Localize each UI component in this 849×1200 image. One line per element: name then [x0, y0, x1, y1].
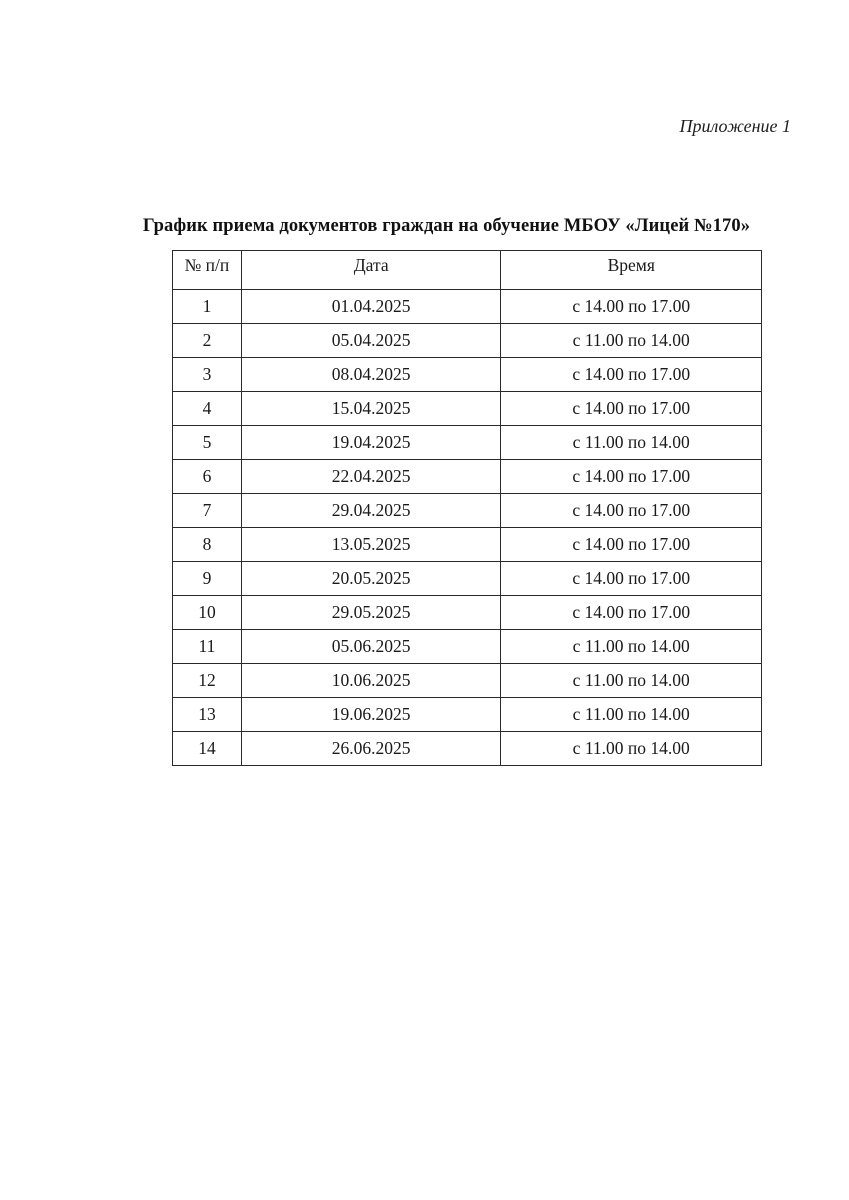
table-row	[173, 358, 762, 392]
table-row	[173, 630, 762, 664]
table-row	[173, 426, 762, 460]
row-date-cell: 20.05.2025	[241, 562, 501, 596]
row-number-cell: 13	[173, 698, 242, 732]
row-date-cell: 08.04.2025	[241, 358, 501, 392]
row-date-cell: 13.05.2025	[241, 528, 501, 562]
row-date-cell: 10.06.2025	[241, 664, 501, 698]
table-body	[173, 290, 762, 766]
row-number-cell: 4	[173, 392, 242, 426]
header-time: Время	[501, 251, 762, 290]
row-time-cell: с 11.00 по 14.00	[501, 324, 762, 358]
row-number-cell: 14	[173, 732, 242, 766]
table-row	[173, 460, 762, 494]
row-number-cell: 8	[173, 528, 242, 562]
row-date-cell: 26.06.2025	[241, 732, 501, 766]
table-row	[173, 562, 762, 596]
table-row	[173, 494, 762, 528]
table-row	[173, 392, 762, 426]
row-date-cell: 05.04.2025	[241, 324, 501, 358]
row-number-cell: 11	[173, 630, 242, 664]
table-row	[173, 290, 762, 324]
header-date: Дата	[241, 251, 501, 290]
table-row	[173, 732, 762, 766]
row-number-cell: 6	[173, 460, 242, 494]
row-date-cell: 22.04.2025	[241, 460, 501, 494]
row-date-cell: 19.06.2025	[241, 698, 501, 732]
row-time-cell: с 14.00 по 17.00	[501, 290, 762, 324]
header-number: № п/п	[173, 251, 242, 290]
row-number-cell: 2	[173, 324, 242, 358]
row-date-cell: 19.04.2025	[241, 426, 501, 460]
row-number-cell: 1	[173, 290, 242, 324]
row-time-cell: с 14.00 по 17.00	[501, 562, 762, 596]
row-time-cell: с 11.00 по 14.00	[501, 732, 762, 766]
row-time-cell: с 11.00 по 14.00	[501, 664, 762, 698]
row-date-cell: 15.04.2025	[241, 392, 501, 426]
row-time-cell: с 11.00 по 14.00	[501, 698, 762, 732]
table-row	[173, 324, 762, 358]
row-time-cell: с 11.00 по 14.00	[501, 426, 762, 460]
row-time-cell: с 14.00 по 17.00	[501, 392, 762, 426]
row-date-cell: 05.06.2025	[241, 630, 501, 664]
row-date-cell: 01.04.2025	[241, 290, 501, 324]
row-date-cell: 29.05.2025	[241, 596, 501, 630]
row-number-cell: 10	[173, 596, 242, 630]
row-time-cell: с 14.00 по 17.00	[501, 460, 762, 494]
row-time-cell: с 11.00 по 14.00	[501, 630, 762, 664]
table-row	[173, 596, 762, 630]
table-header-row	[173, 251, 762, 290]
row-time-cell: с 14.00 по 17.00	[501, 596, 762, 630]
appendix-label: Приложение 1	[679, 116, 791, 136]
table-row	[173, 698, 762, 732]
row-time-cell: с 14.00 по 17.00	[501, 494, 762, 528]
schedule-table	[172, 250, 762, 766]
row-time-cell: с 14.00 по 17.00	[501, 358, 762, 392]
row-time-cell: с 14.00 по 17.00	[501, 528, 762, 562]
document-title: График приема документов граждан на обучение МБОУ «Лицей №170»	[142, 216, 751, 236]
row-number-cell: 7	[173, 494, 242, 528]
row-number-cell: 9	[173, 562, 242, 596]
row-number-cell: 3	[173, 358, 242, 392]
row-date-cell: 29.04.2025	[241, 494, 501, 528]
table-row	[173, 528, 762, 562]
row-number-cell: 5	[173, 426, 242, 460]
table-row	[173, 664, 762, 698]
row-number-cell: 12	[173, 664, 242, 698]
